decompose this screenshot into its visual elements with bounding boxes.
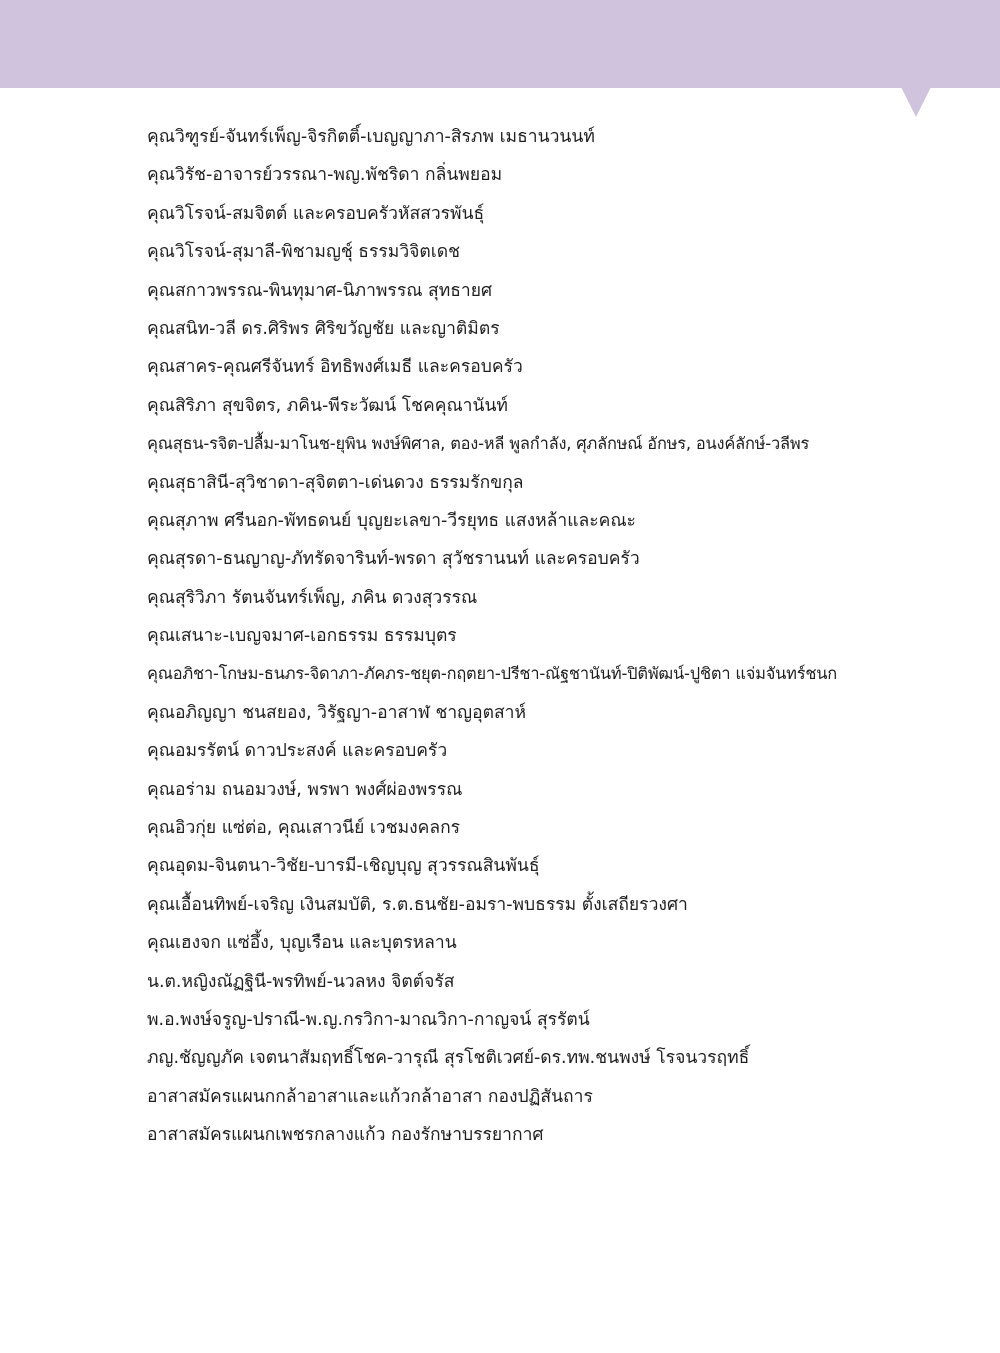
donor-entry: คุณอภิญญา ชนสยอง, วิรัฐญา-อาสาฬ ชาญอุตสาห์ [147, 702, 526, 723]
donor-entry: ภญ.ชัญญภัค เจตนาสัมฤทธิ์โชค-วารุณี สุรโชติเวศย์-ดร.ทพ.ชนพงษ์ โรจนวรฤทธิ์ [147, 1048, 750, 1069]
donor-entry: คุณอภิชา-โกษม-ธนภร-จิดาภา-ภัคภร-ชยุต-กฤตยา-ปรีชา-ณัฐชานันท์-ปิติพัฒน์-ปูชิตา แจ่มจันทร์ชนก [147, 664, 837, 684]
header-pointer [901, 87, 931, 117]
donor-entry: คุณวิโรจน์-สมจิตต์ และครอบครัวหัสสวรพันธุ์ [147, 203, 485, 224]
donor-entry: คุณวิรัช-อาจารย์วรรณา-พญ.พัชริดา กลิ่นพยอม [147, 165, 503, 186]
donor-entry: อาสาสมัครแผนกเพชรกลางแก้ว กองรักษาบรรยากาศ [147, 1125, 544, 1146]
donor-entry: คุณสุภาพ ศรีนอก-พัทธดนย์ บุญยะเลขา-วีรยุทธ แสงหล้าและคณะ [147, 510, 636, 531]
donor-entry: น.ต.หญิงณัฏฐินี-พรทิพย์-นวลหง จิตต์จรัส [147, 971, 455, 992]
donor-entry: คุณสนิท-วลี ดร.ศิริพร ศิริขวัญชัย และญาติมิตร [147, 318, 500, 339]
donor-entry: อาสาสมัครแผนกกล้าอาสาและแก้วกล้าอาสา กองปฏิสันถาร [147, 1086, 593, 1107]
donor-entry: คุณสุธน-รจิต-ปลื้ม-มาโนช-ยุพิน พงษ์พิศาล, ตอง-หลี พูลกำลัง, ศุภลักษณ์ อักษร, อนงค์ลักษ์-วลีพร [147, 434, 810, 454]
donor-entry: คุณสกาวพรรณ-พินทุมาศ-นิภาพรรณ สุทธายศ [147, 280, 493, 301]
donor-entry: พ.อ.พงษ์จรูญ-ปราณี-พ.ญ.กรวิกา-มาณวิกา-กาญจน์ สุรรัตน์ [147, 1009, 590, 1030]
donor-entry: คุณอุดม-จินตนา-วิชัย-บารมี-เชิญบุญ สุวรรณสินพันธุ์ [147, 856, 540, 877]
donor-entry: คุณสุรดา-ธนญาญ-ภัทรัดจารินท์-พรดา สุวัชรานนท์ และครอบครัว [147, 549, 640, 570]
donor-entry: คุณเอื้อนทิพย์-เจริญ เงินสมบัติ, ร.ต.ธนชัย-อมรา-พบธรรม ตั้งเสถียรวงศา [147, 894, 688, 915]
donor-entry: คุณเสนาะ-เบญจมาศ-เอกธรรม ธรรมบุตร [147, 626, 457, 647]
donor-entry: คุณสิริภา สุขจิตร, ภคิน-พีระวัฒน์ โชคคุณานันท์ [147, 395, 508, 416]
donor-entry: คุณอร่าม ถนอมวงษ์, พรพา พงศ์ผ่องพรรณ [147, 779, 463, 800]
donor-entry: คุณวิโรจน์-สุมาลี-พิชามญชุ์ ธรรมวิจิตเดช [147, 242, 460, 263]
donor-entry: คุณอมรรัตน์ ดาวประสงค์ และครอบครัว [147, 741, 448, 762]
donor-entry: คุณสาคร-คุณศรีจันทร์ อิทธิพงศ์เมธี และครอบครัว [147, 357, 523, 378]
donor-entry: คุณเฮงจก แซ่อึ้ง, บุญเรือน และบุตรหลาน [147, 933, 457, 954]
header-band [0, 0, 1000, 88]
donor-entry: คุณอิวกุ่ย แซ่ต่อ, คุณเสาวนีย์ เวชมงคลกร [147, 818, 461, 839]
donor-entry: คุณสุริวิภา รัตนจันทร์เพ็ญ, ภคิน ดวงสุวรรณ [147, 587, 478, 608]
donor-entry: คุณวิฑูรย์-จันทร์เพ็ญ-จิรกิตติ์-เบญญาภา-สิรภพ เมธานวนนท์ [147, 127, 595, 147]
donor-entry: คุณสุธาสินี-สุวิชาดา-สุจิตตา-เด่นดวง ธรรมรักขกุล [147, 472, 524, 493]
donor-list [147, 118, 907, 1155]
